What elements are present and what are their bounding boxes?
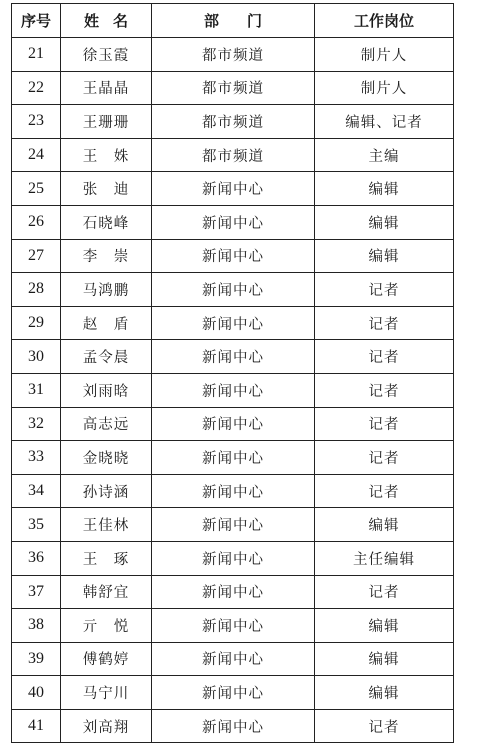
cell-name: 马鸿鹏 xyxy=(61,273,152,307)
cell-name: 刘雨晗 xyxy=(61,373,152,407)
cell-job-position: 记者 xyxy=(315,709,454,743)
cell-job-position: 记者 xyxy=(315,373,454,407)
cell-department: 新闻中心 xyxy=(152,306,315,340)
cell-department: 新闻中心 xyxy=(152,609,315,643)
cell-department: 新闻中心 xyxy=(152,508,315,542)
cell-job-position: 制片人 xyxy=(315,71,454,105)
cell-job-position: 记者 xyxy=(315,575,454,609)
cell-serial-number: 21 xyxy=(12,38,61,72)
cell-job-position: 编辑 xyxy=(315,172,454,206)
cell-serial-number: 27 xyxy=(12,239,61,273)
cell-department: 都市频道 xyxy=(152,71,315,105)
cell-job-position: 编辑 xyxy=(315,609,454,643)
cell-department: 都市频道 xyxy=(152,105,315,139)
header-name: 姓名 xyxy=(61,4,152,38)
cell-name: 王佳林 xyxy=(61,508,152,542)
cell-job-position: 制片人 xyxy=(315,38,454,72)
table-row xyxy=(12,172,454,206)
cell-serial-number: 30 xyxy=(12,340,61,374)
cell-job-position: 记者 xyxy=(315,474,454,508)
cell-job-position: 主编 xyxy=(315,138,454,172)
cell-name: 石晓峰 xyxy=(61,205,152,239)
cell-name: 亓 悦 xyxy=(61,609,152,643)
header-serial-number: 序号 xyxy=(12,4,61,38)
cell-serial-number: 38 xyxy=(12,609,61,643)
table-row xyxy=(12,508,454,542)
table-row xyxy=(12,273,454,307)
cell-job-position: 编辑 xyxy=(315,205,454,239)
cell-department: 新闻中心 xyxy=(152,642,315,676)
table-row xyxy=(12,239,454,273)
cell-name: 刘高翔 xyxy=(61,709,152,743)
cell-serial-number: 31 xyxy=(12,373,61,407)
cell-department: 新闻中心 xyxy=(152,273,315,307)
cell-job-position: 编辑、记者 xyxy=(315,105,454,139)
cell-name: 金晓晓 xyxy=(61,441,152,475)
cell-name: 李 崇 xyxy=(61,239,152,273)
cell-serial-number: 22 xyxy=(12,71,61,105)
table-row xyxy=(12,38,454,72)
cell-serial-number: 25 xyxy=(12,172,61,206)
cell-serial-number: 41 xyxy=(12,709,61,743)
table-row xyxy=(12,676,454,710)
table-row xyxy=(12,407,454,441)
cell-department: 都市频道 xyxy=(152,138,315,172)
cell-serial-number: 37 xyxy=(12,575,61,609)
header-department: 部门 xyxy=(152,4,315,38)
table-row xyxy=(12,71,454,105)
cell-serial-number: 35 xyxy=(12,508,61,542)
cell-department: 新闻中心 xyxy=(152,541,315,575)
table-row xyxy=(12,575,454,609)
table-row xyxy=(12,138,454,172)
cell-name: 王 琢 xyxy=(61,541,152,575)
cell-serial-number: 36 xyxy=(12,541,61,575)
cell-name: 徐玉霞 xyxy=(61,38,152,72)
cell-job-position: 主任编辑 xyxy=(315,541,454,575)
cell-name: 傅鹤婷 xyxy=(61,642,152,676)
cell-department: 新闻中心 xyxy=(152,373,315,407)
cell-job-position: 记者 xyxy=(315,340,454,374)
table-row xyxy=(12,373,454,407)
table-body xyxy=(12,38,454,743)
table-row xyxy=(12,205,454,239)
cell-name: 高志远 xyxy=(61,407,152,441)
cell-department: 新闻中心 xyxy=(152,474,315,508)
cell-department: 新闻中心 xyxy=(152,205,315,239)
table-row xyxy=(12,709,454,743)
cell-department: 新闻中心 xyxy=(152,172,315,206)
table-row xyxy=(12,105,454,139)
cell-job-position: 编辑 xyxy=(315,508,454,542)
cell-name: 王晶晶 xyxy=(61,71,152,105)
cell-name: 赵 盾 xyxy=(61,306,152,340)
cell-serial-number: 39 xyxy=(12,642,61,676)
cell-department: 新闻中心 xyxy=(152,340,315,374)
cell-name: 王 姝 xyxy=(61,138,152,172)
cell-job-position: 记者 xyxy=(315,441,454,475)
table-row xyxy=(12,441,454,475)
table-row xyxy=(12,306,454,340)
cell-job-position: 编辑 xyxy=(315,676,454,710)
cell-serial-number: 23 xyxy=(12,105,61,139)
cell-department: 新闻中心 xyxy=(152,575,315,609)
cell-department: 新闻中心 xyxy=(152,407,315,441)
table-row xyxy=(12,474,454,508)
cell-department: 新闻中心 xyxy=(152,709,315,743)
cell-job-position: 编辑 xyxy=(315,239,454,273)
staff-table xyxy=(11,3,454,743)
cell-name: 孙诗涵 xyxy=(61,474,152,508)
cell-job-position: 记者 xyxy=(315,273,454,307)
cell-department: 新闻中心 xyxy=(152,441,315,475)
table-header xyxy=(12,4,454,38)
cell-serial-number: 40 xyxy=(12,676,61,710)
cell-department: 新闻中心 xyxy=(152,676,315,710)
cell-department: 都市频道 xyxy=(152,38,315,72)
header-row xyxy=(12,4,454,38)
table-row xyxy=(12,541,454,575)
cell-serial-number: 24 xyxy=(12,138,61,172)
table-row xyxy=(12,642,454,676)
cell-name: 孟令晨 xyxy=(61,340,152,374)
cell-serial-number: 34 xyxy=(12,474,61,508)
table-row xyxy=(12,340,454,374)
cell-department: 新闻中心 xyxy=(152,239,315,273)
cell-job-position: 记者 xyxy=(315,306,454,340)
cell-serial-number: 28 xyxy=(12,273,61,307)
header-job-position: 工作岗位 xyxy=(315,4,454,38)
cell-serial-number: 33 xyxy=(12,441,61,475)
cell-serial-number: 32 xyxy=(12,407,61,441)
table-row xyxy=(12,609,454,643)
cell-name: 张 迪 xyxy=(61,172,152,206)
cell-name: 马宁川 xyxy=(61,676,152,710)
cell-job-position: 记者 xyxy=(315,407,454,441)
cell-name: 韩舒宜 xyxy=(61,575,152,609)
cell-job-position: 编辑 xyxy=(315,642,454,676)
cell-serial-number: 26 xyxy=(12,205,61,239)
cell-serial-number: 29 xyxy=(12,306,61,340)
cell-name: 王珊珊 xyxy=(61,105,152,139)
